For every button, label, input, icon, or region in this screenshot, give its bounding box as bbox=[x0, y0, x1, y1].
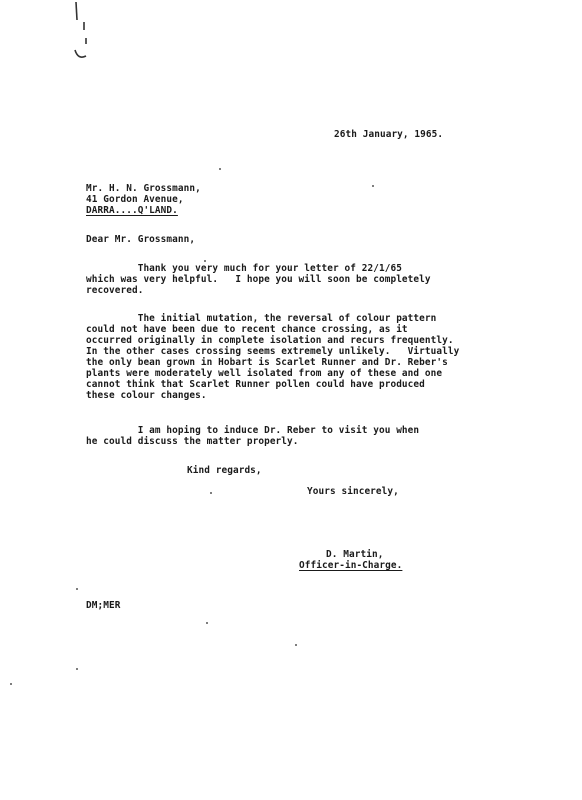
paragraph-2-line: cannot think that Scarlet Runner pollen could have produced bbox=[86, 379, 425, 390]
paragraph-1-line: recovered. bbox=[86, 285, 144, 296]
scan-speck bbox=[10, 683, 12, 685]
scan-speck bbox=[219, 168, 221, 170]
paragraph-1-line: Thank you very much for your letter of 22/1/65 bbox=[86, 263, 402, 274]
signer-name: D. Martin, bbox=[326, 549, 384, 560]
scan-speck bbox=[295, 644, 297, 646]
scan-speck bbox=[206, 622, 208, 624]
paragraph-2-line: could not have been due to recent chance crossing, as it bbox=[86, 324, 408, 335]
scan-speck bbox=[372, 185, 374, 187]
yours-sincerely: Yours sincerely, bbox=[307, 486, 399, 497]
scan-speck bbox=[76, 668, 78, 670]
paragraph-2-line: the only bean grown in Hobart is Scarlet Runner and Dr. Reber's bbox=[86, 357, 448, 368]
paragraph-3-line: I am hoping to induce Dr. Reber to visit you when bbox=[86, 425, 420, 436]
recipient-street: 41 Gordon Avenue, bbox=[86, 194, 184, 205]
scan-speck bbox=[210, 492, 212, 494]
recipient-name: Mr. H. N. Grossmann, bbox=[86, 183, 201, 194]
paragraph-2-line: The initial mutation, the reversal of colour pattern bbox=[86, 313, 437, 324]
kind-regards: Kind regards, bbox=[187, 465, 262, 476]
scan-speck bbox=[76, 588, 78, 590]
paragraph-3-line: he could discuss the matter properly. bbox=[86, 436, 299, 447]
paragraph-2-line: plants were moderately well isolated from any of these and one bbox=[86, 368, 443, 379]
recipient-city: DARRA....Q'LAND. bbox=[86, 205, 178, 216]
letter-date: 26th January, 1965. bbox=[334, 129, 444, 140]
paragraph-1-line: which was very helpful. I hope you will soon be completely bbox=[86, 274, 431, 285]
paragraph-2-line: occurred originally in complete isolation and recurs frequently. bbox=[86, 335, 454, 346]
paper-clip-mark bbox=[66, 0, 96, 62]
paragraph-2-line: In the other cases crossing seems extremely unlikely. Virtually bbox=[86, 346, 460, 357]
paragraph-2-line: these colour changes. bbox=[86, 390, 207, 401]
scan-speck bbox=[204, 260, 206, 262]
reference-initials: DM;MER bbox=[86, 600, 121, 611]
signer-title: Officer-in-Charge. bbox=[299, 560, 403, 571]
salutation: Dear Mr. Grossmann, bbox=[86, 234, 196, 245]
